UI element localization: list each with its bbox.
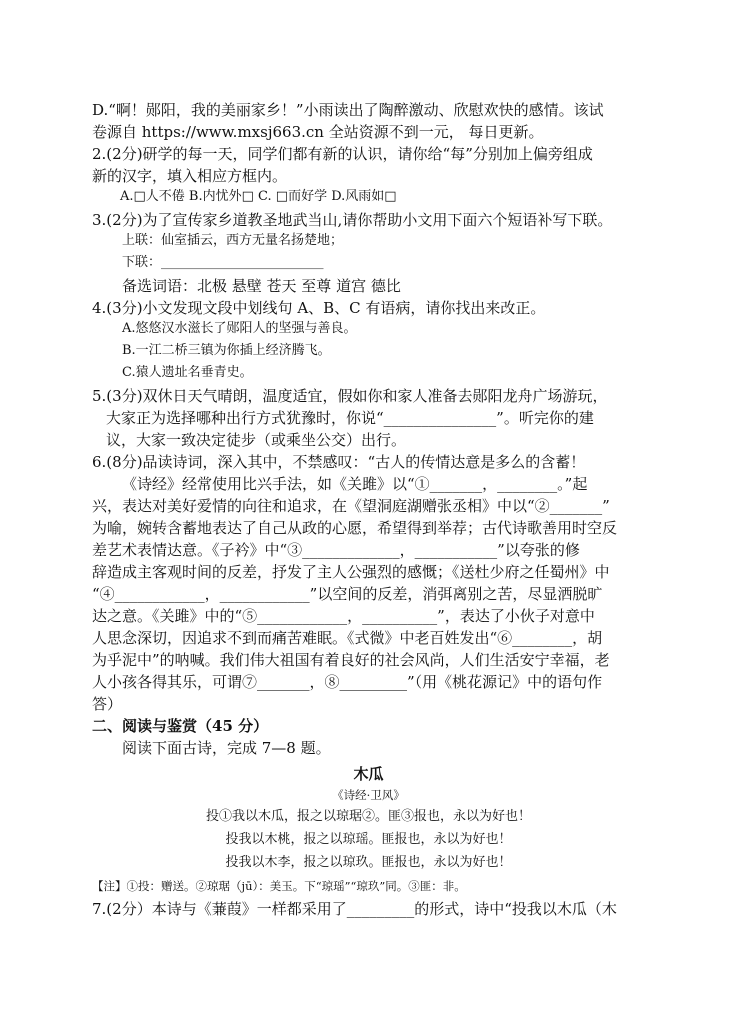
question-2: 2.(2分)研学的每一天，同学们都有新的认识，请你给“每”分别加上偏旁组成	[92, 145, 593, 163]
text-line: D.“啊！郧阳，我的美丽家乡！”小雨读出了陶醉激动、欣慰欢快的感情。该试	[92, 101, 604, 119]
question-3: 3.(2分)为了宣传家乡道教圣地武当山,请你帮助小文用下面六个短语补写下联。	[92, 211, 613, 229]
couplet-lower: 下联：_________________________	[122, 255, 324, 270]
couplet-upper: 上联：仙室插云，西方无量名扬楚地；	[122, 233, 344, 248]
text-line: “④____________，____________”以空间的反差，消弭离别之苦，尽显洒脱旷	[92, 585, 603, 603]
text-line: 议，大家一致决定徒步（或乘坐公交）出行。	[106, 431, 407, 449]
poem-line: 投我以木桃，报之以琼瑶。匪报也，永以为好也！	[225, 832, 512, 847]
text-line: 大家正为选择哪种出行方式犹豫时，你说“_______________”。听完你的建	[106, 409, 594, 427]
text-line: 达之意。《关雎》中的“⑤____________，__________”，表达了小伙子对意中	[92, 607, 595, 625]
poem-line: 投我以木李，报之以琼玖。匪报也，永以为好也！	[225, 855, 512, 870]
section-heading: 二、阅读与鉴赏（45 分）	[92, 717, 269, 735]
options-line: A.□人不倦 B.内忧外□ C. □而好学 D.风雨如□	[120, 189, 397, 204]
sentence-a: A.悠悠汉水滋长了郧阳人的坚强与善良。	[122, 321, 357, 336]
poem-notes: 【注】①投：赠送。②琼琚（jū）：美玉。下“琼瑶”“琼玖”同。③匪：非。	[92, 879, 466, 893]
text-line: 卷源自 https://www.mxsj663.cn 全站资源不到一元， 每日更新。	[92, 123, 544, 141]
question-5: 5.(3分)双休日天气晴朗，温度适宜，假如你和家人准备去郧阳龙舟广场游玩，	[92, 387, 608, 405]
poem-title: 木瓜	[353, 765, 384, 783]
candidate-words: 备选词语：北极 悬壁 苍天 至尊 道宫 德比	[122, 277, 401, 295]
text-line: 为乎泥中”的呐喊。我们伟大祖国有着良好的社会风尚，人们生活安宁幸福，老	[92, 651, 610, 669]
sentence-b: B.一江二桥三镇为你插上经济腾飞。	[122, 343, 331, 358]
sentence-c: C.猿人遗址名垂青史。	[122, 365, 253, 380]
reading-instruction: 阅读下面古诗，完成 7—8 题。	[122, 739, 331, 757]
text-line: 人小孩各得其乐，可谓⑦_______，⑧_________”（用《桃花源记》中的语句作	[92, 673, 603, 691]
text-line: 辞造成主客观时间的反差，抒发了主人公强烈的感慨；《送杜少府之任蜀州》中	[92, 563, 610, 581]
poem-source: 《诗经·卫风》	[332, 788, 405, 802]
text-line: 差艺术表情达意。《子衿》中“③_____________，___________”以夸张的修	[92, 541, 580, 559]
question-7: 7.(2分）本诗与《蒹葭》一样都采用了_________的形式，诗中“投我以木瓜（木	[92, 900, 617, 918]
poem-line: 投①我以木瓜，报之以琼琚②。匪③报也，永以为好也！	[205, 809, 531, 824]
text-line: 新的汉字，填入相应方框内。	[92, 167, 288, 185]
text-line: 人思念深切，因追求不到而痛苦难眠。《式微》中老百姓发出“⑥________，胡	[92, 629, 603, 647]
question-4: 4.(3分)小文发现文段中划线句 A、B、C 有语病，请你找出来改正。	[92, 299, 546, 317]
text-line: 兴，表达对美好爱情的向往和追求，在《望洞庭湖赠张丞相》中以“②_______”	[92, 497, 610, 515]
question-6: 6.(8分)品读诗词，深入其中，不禁感叹：“古人的传情达意是多么的含蓄！	[92, 453, 586, 471]
text-line: 《诗经》经常使用比兴手法，如《关雎》以“①_______，________。”起	[122, 475, 588, 493]
text-line: 为喻，婉转含蓄地表达了自己从政的心愿，希望得到举荐；古代诗歌善用时空反	[92, 519, 618, 537]
text-line: 答）	[92, 695, 123, 713]
